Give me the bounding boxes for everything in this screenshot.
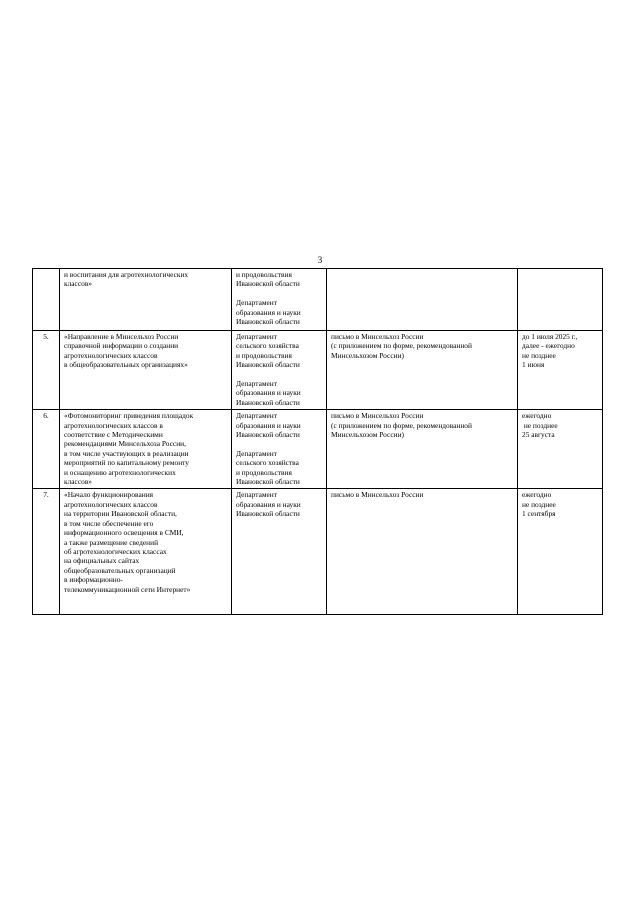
executor-text-line: и продовольствия — [236, 467, 292, 477]
event-text-line: а также размещение сведений — [64, 537, 159, 547]
table-row — [33, 269, 603, 331]
table-row — [33, 489, 603, 615]
result-text-line: письмо в Минсельхоз России — [331, 411, 424, 421]
executor-text-line: Департамент — [236, 332, 277, 341]
executor-text-line: образования и науки — [236, 307, 301, 317]
action-plan-table — [32, 268, 603, 615]
executor-text-line: образования и науки — [236, 420, 301, 430]
event-text-line: на территории Ивановской области, — [64, 509, 177, 519]
item-number-cell — [33, 269, 60, 331]
event-text-line: и оснащению агротехнологических — [64, 467, 176, 477]
result-text-line: Минсельхозом России) — [331, 430, 404, 440]
event-cell — [60, 269, 232, 331]
event-text-line: об агротехнологических классах — [64, 546, 167, 556]
executor-text-line: Департамент — [236, 298, 277, 308]
event-text-line: «Направление в Минсельхоз России — [64, 332, 179, 341]
item-number-cell — [33, 410, 60, 489]
spacer — [236, 439, 323, 448]
executor-text-line: Департамент — [236, 490, 277, 500]
event-cell — [60, 331, 232, 410]
executors-cell — [232, 410, 327, 489]
result-text-line: (с приложением по форме, рекомендованной — [331, 420, 472, 430]
deadline-text-line: не позднее — [522, 420, 558, 430]
deadline-cell — [518, 269, 603, 331]
executors-cell — [232, 331, 327, 410]
spacer — [236, 289, 323, 298]
event-text-line: в общеобразовательных организациях» — [64, 360, 188, 370]
table-row — [33, 410, 603, 489]
result-text-line: (с приложением по форме, рекомендованной — [331, 341, 472, 351]
result-cell — [327, 269, 518, 331]
executor-text-line: Ивановской области — [236, 317, 300, 327]
event-cell — [60, 410, 232, 489]
event-text-line: информационного освещения в СМИ, — [64, 528, 184, 538]
executor-text-line: Ивановской области — [236, 279, 300, 289]
item-number: 6. — [43, 411, 49, 421]
result-cell — [327, 331, 518, 410]
item-number: 7. — [43, 490, 49, 500]
result-text-line: Минсельхозом России) — [331, 350, 404, 360]
deadline-text-line: не позднее — [522, 350, 556, 360]
event-text-line: в информационно- — [64, 575, 123, 585]
executor-text-line: Ивановской области — [236, 360, 300, 370]
deadline-text-line: далее - ежегодно — [522, 341, 575, 351]
deadline-text-line: ежегодно — [522, 490, 552, 500]
executor-text-line: Ивановской области — [236, 430, 300, 440]
executor-text-line: и продовольствия — [236, 270, 292, 279]
event-text-line: на официальных сайтах — [64, 556, 140, 566]
event-text-line: общеобразовательных организаций — [64, 565, 176, 575]
executor-text-line: Департамент — [236, 379, 277, 389]
deadline-cell — [518, 410, 603, 489]
deadline-text-line: ежегодно — [522, 411, 552, 421]
deadline-text-line: не позднее — [522, 499, 556, 509]
deadline-cell — [518, 489, 603, 615]
page-number: 3 — [317, 255, 323, 265]
event-text-line: в том числе обеспечение его — [64, 518, 154, 528]
deadline-text-line: до 1 июля 2025 г., — [522, 332, 578, 341]
executors-cell — [232, 269, 327, 331]
event-text-line: агротехнологических классов — [64, 499, 158, 509]
event-text-line: справочной информации о создании — [64, 341, 179, 351]
event-text-line: классов» — [64, 279, 92, 289]
event-text-line: в том числе участвующих в реализации — [64, 448, 189, 458]
event-text-line: телекоммуникационной сети Интернет» — [64, 584, 191, 594]
event-text-line: классов» — [64, 477, 92, 487]
event-text-line: «Начало функционирования — [64, 490, 154, 500]
executor-text-line: образования и науки — [236, 499, 301, 509]
deadline-text-line: 25 августа — [522, 430, 555, 440]
table-row — [33, 331, 603, 410]
executors-cell — [232, 489, 327, 615]
executor-text-line: образования и науки — [236, 388, 301, 398]
event-text-line: мероприятий по капитальному ремонту — [64, 458, 189, 468]
executor-text-line: и продовольствия — [236, 350, 292, 360]
deadline-cell — [518, 331, 603, 410]
deadline-text-line: 1 июня — [522, 360, 545, 370]
executor-text-line: Департамент — [236, 411, 277, 421]
executor-text-line: сельского хозяйства — [236, 458, 299, 468]
event-text-line: рекомендациями Минсельхоза России, — [64, 439, 186, 449]
result-text-line: письмо в Минсельхоз России — [331, 490, 424, 500]
event-text-line: соответствие с Методическими — [64, 430, 163, 440]
spacer — [236, 370, 323, 379]
event-text-line: и воспитания для агротехнологических — [64, 270, 189, 279]
event-text-line: «Фотомониторинг приведения площадок — [64, 411, 194, 421]
deadline-text-line: 1 сентября — [522, 509, 556, 519]
executor-text-line: Департамент — [236, 448, 277, 458]
event-cell — [60, 489, 232, 615]
executor-text-line: сельского хозяйства — [236, 341, 299, 351]
result-cell — [327, 489, 518, 615]
result-text-line: письмо в Минсельхоз России — [331, 332, 424, 341]
item-number-cell — [33, 489, 60, 615]
executor-text-line: Ивановской области — [236, 477, 300, 487]
item-number: 5. — [43, 332, 49, 341]
executor-text-line: Ивановской области — [236, 397, 300, 407]
executor-text-line: Ивановской области — [236, 509, 300, 519]
item-number-cell — [33, 331, 60, 410]
result-cell — [327, 410, 518, 489]
event-text-line: агротехнологических классов — [64, 350, 158, 360]
event-text-line: агротехнологических классов в — [64, 420, 163, 430]
